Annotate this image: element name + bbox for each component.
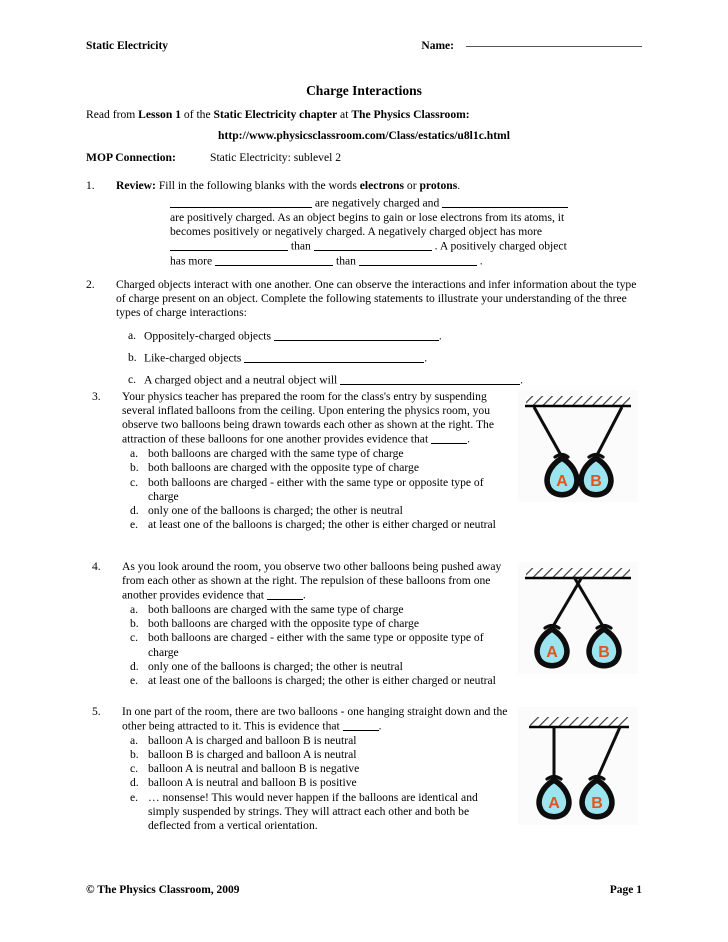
choice-5c[interactable] — [130, 762, 512, 776]
question-1-fill-in-paragraph — [170, 196, 572, 269]
question-3-number: 3. — [92, 390, 101, 403]
q1-part5: than — [333, 254, 359, 268]
name-field-group — [421, 40, 642, 52]
choice-text-4b: both balloons are charged with the opposite type of charge — [148, 617, 419, 631]
choice-5b[interactable] — [130, 748, 512, 762]
question-1-stem-a: Fill in the following blanks with the words — [155, 179, 360, 192]
question-1-stem-bold: Review: — [116, 179, 156, 192]
question-3-stem-text: Your physics teacher has prepared the room for the class's entry by suspending several inflated balloons from the ceiling. Upon entering the physics room, you observe two balloons being drawn towards each other as shown at the right. The attraction of these balloons for one another provides evidence that — [122, 390, 494, 447]
choice-3b[interactable] — [130, 461, 512, 475]
choice-5e[interactable] — [130, 791, 512, 833]
page-footer — [86, 884, 642, 896]
choice-letter-3d: d. — [130, 503, 139, 517]
read-at: at — [337, 108, 352, 121]
choice-text-3b: both balloons are charged with the opposite type of charge — [148, 461, 419, 475]
page-header — [86, 40, 642, 52]
choice-letter-3e: e. — [130, 517, 139, 531]
choice-letter-3b: b. — [130, 461, 139, 475]
choice-letter-4c: c. — [130, 631, 139, 645]
choice-3d[interactable] — [130, 504, 512, 518]
answer-blank-2c[interactable] — [340, 373, 520, 385]
choice-text-5b: balloon B is charged and balloon A is neutral — [148, 748, 357, 762]
balloon-label-a: A — [556, 473, 568, 490]
mop-connection-line — [86, 151, 646, 164]
choice-text-3c: both balloons are charged - either with the same type or opposite type of charge — [148, 475, 484, 503]
choice-3c[interactable] — [130, 476, 512, 504]
balloon-label-a: A — [546, 644, 558, 661]
question-3-stem — [122, 390, 512, 447]
read-prefix: Read from — [86, 108, 139, 121]
site-ref: The Physics Classroom: — [351, 108, 470, 121]
question-5-stem-text: In one part of the room, there are two balloons - one hanging straight down and the other being attracted to it. This is evidence that — [122, 705, 508, 733]
name-label: Name: — [421, 40, 454, 52]
choice-letter-4d: d. — [130, 659, 139, 673]
choice-text-4a: both balloons are charged with the same type of charge — [148, 603, 404, 617]
diagram-one-vertical — [518, 707, 638, 825]
choice-letter-5c: c. — [130, 762, 139, 776]
choice-5a[interactable] — [130, 734, 512, 748]
q1-part1: are negatively charged and — [312, 196, 443, 210]
blank-4[interactable] — [314, 239, 432, 251]
mop-value: Static Electricity: sublevel 2 — [210, 151, 342, 164]
item-text-b: Like-charged objects — [144, 351, 245, 365]
item-letter-b: b. — [128, 351, 137, 365]
choice-letter-4e: e. — [130, 673, 139, 687]
question-1-stem-end: . — [457, 179, 461, 192]
answer-blank-2b[interactable] — [244, 351, 424, 363]
item-text-c: A charged object and a neutral object will — [144, 373, 341, 387]
q1-part3: than — [288, 239, 314, 253]
choice-4b[interactable] — [130, 617, 512, 631]
question-5 — [92, 705, 512, 833]
blank-6[interactable] — [359, 254, 477, 266]
question-3-choices — [130, 447, 512, 532]
choice-text-3a: both balloons are charged with the same type of charge — [148, 447, 404, 461]
name-input-line[interactable] — [466, 46, 642, 47]
question-2-number: 2. — [86, 278, 95, 291]
choice-text-5d: balloon A is neutral and balloon B is positive — [148, 776, 357, 790]
mop-label: MOP Connection: — [86, 151, 176, 164]
question-1-stem-or: or — [404, 179, 420, 192]
question-2-item-c — [128, 373, 642, 388]
balloon-label-b: B — [598, 644, 610, 661]
choice-letter-5e: e. — [130, 790, 139, 804]
choice-4d[interactable] — [130, 660, 512, 674]
choice-letter-4b: b. — [130, 617, 139, 631]
choice-letter-5b: b. — [130, 748, 139, 762]
question-1-word-electrons: electrons — [359, 179, 404, 192]
choice-text-5e: … nonsense! This would never happen if the balloons are identical and simply suspended by strings. They will attract each other and both be deflected from a vertical orientation. — [148, 790, 478, 832]
read-from-line — [86, 108, 646, 121]
question-5-stem-end: . — [378, 719, 382, 733]
question-4-stem-end: . — [302, 588, 306, 602]
question-1 — [86, 179, 642, 269]
item-letter-a: a. — [128, 329, 137, 343]
question-3-blank[interactable] — [431, 432, 467, 444]
source-url[interactable]: http://www.physicsclassroom.com/Class/estatics/u8l1c.html — [218, 129, 510, 142]
question-1-number: 1. — [86, 179, 95, 192]
choice-letter-3c: c. — [130, 475, 139, 489]
question-1-word-protons: protons — [419, 179, 458, 192]
choice-3a[interactable] — [130, 447, 512, 461]
choice-3e[interactable] — [130, 518, 512, 532]
choice-letter-5a: a. — [130, 733, 139, 747]
blank-1[interactable] — [170, 196, 312, 208]
balloon-label-a: A — [548, 795, 560, 812]
choice-text-3d: only one of the balloons is charged; the other is neutral — [148, 503, 403, 517]
blank-3[interactable] — [170, 239, 288, 251]
question-2-item-b — [128, 351, 642, 366]
blank-5[interactable] — [215, 254, 333, 266]
diagram-attraction — [518, 390, 638, 502]
question-5-number: 5. — [92, 705, 101, 718]
balloon-label-b: B — [591, 795, 603, 812]
question-3 — [92, 390, 512, 532]
balloon-label-b: B — [590, 473, 602, 490]
page-title: Charge Interactions — [306, 83, 422, 98]
choice-text-5c: balloon A is neutral and balloon B is negative — [148, 762, 360, 776]
choice-4e[interactable] — [130, 674, 512, 688]
choice-letter-4a: a. — [130, 603, 139, 617]
header-topic: Static Electricity — [86, 40, 169, 52]
q1-part6: . — [476, 254, 483, 268]
item-letter-c: c. — [128, 373, 137, 387]
q1-part2: are positively charged. As an object begins to gain or lose electrons from its atoms, it becomes positively or negatively charged. A negatively charged object has more — [170, 210, 565, 239]
choice-text-4d: only one of the balloons is charged; the other is neutral — [148, 659, 403, 673]
blank-2[interactable] — [442, 196, 568, 208]
period-2c: . — [520, 373, 524, 387]
chapter-ref: Static Electricity chapter — [213, 108, 338, 121]
question-1-stem — [116, 179, 642, 193]
question-2 — [86, 278, 642, 395]
copyright-text: © The Physics Classroom, 2009 — [86, 884, 240, 896]
period-2b: . — [424, 351, 428, 365]
question-4-number: 4. — [92, 560, 101, 573]
question-3-stem-end: . — [467, 433, 470, 447]
choice-text-4c: both balloons are charged - either with the same type or opposite type of charge — [148, 631, 484, 659]
choice-letter-5d: d. — [130, 776, 139, 790]
question-2-item-a — [128, 329, 642, 344]
question-4-blank[interactable] — [267, 588, 303, 600]
choice-4a[interactable] — [130, 603, 512, 617]
choice-text-3e: at least one of the balloons is charged; the other is either charged or neutral — [148, 517, 496, 531]
period-2a: . — [438, 330, 442, 344]
diagram-repulsion — [518, 562, 638, 674]
item-text-a: Oppositely-charged objects — [144, 330, 274, 344]
question-2-stem: Charged objects interact with one another. One can observe the interactions and infer information about the type of charge present on an object. Complete the following statements to illustrate your understanding of the three types of charge interactions: — [116, 278, 637, 320]
page-number: Page 1 — [609, 884, 642, 896]
question-4-stem — [122, 560, 512, 603]
answer-blank-2a[interactable] — [274, 329, 439, 341]
question-5-blank[interactable] — [343, 719, 379, 731]
choice-letter-3a: a. — [130, 447, 139, 461]
question-5-stem — [122, 705, 512, 734]
read-mid: of the — [181, 108, 214, 121]
question-5-choices — [130, 734, 512, 833]
question-4 — [92, 560, 512, 688]
q1-part4: . A positively charged object has more — [170, 239, 567, 268]
choice-text-4e: at least one of the balloons is charged; the other is either charged or neutral — [148, 673, 496, 687]
choice-4c[interactable] — [130, 631, 512, 659]
question-4-choices — [130, 603, 512, 688]
question-4-stem-text: As you look around the room, you observe two other balloons being pushed away from each other as shown at the right. The repulsion of these balloons from one another provides evidence that — [122, 560, 502, 602]
lesson-ref: Lesson 1 — [138, 108, 181, 121]
choice-text-5a: balloon A is charged and balloon B is neutral — [148, 733, 357, 747]
choice-5d[interactable] — [130, 776, 512, 790]
question-2-items — [128, 329, 642, 387]
